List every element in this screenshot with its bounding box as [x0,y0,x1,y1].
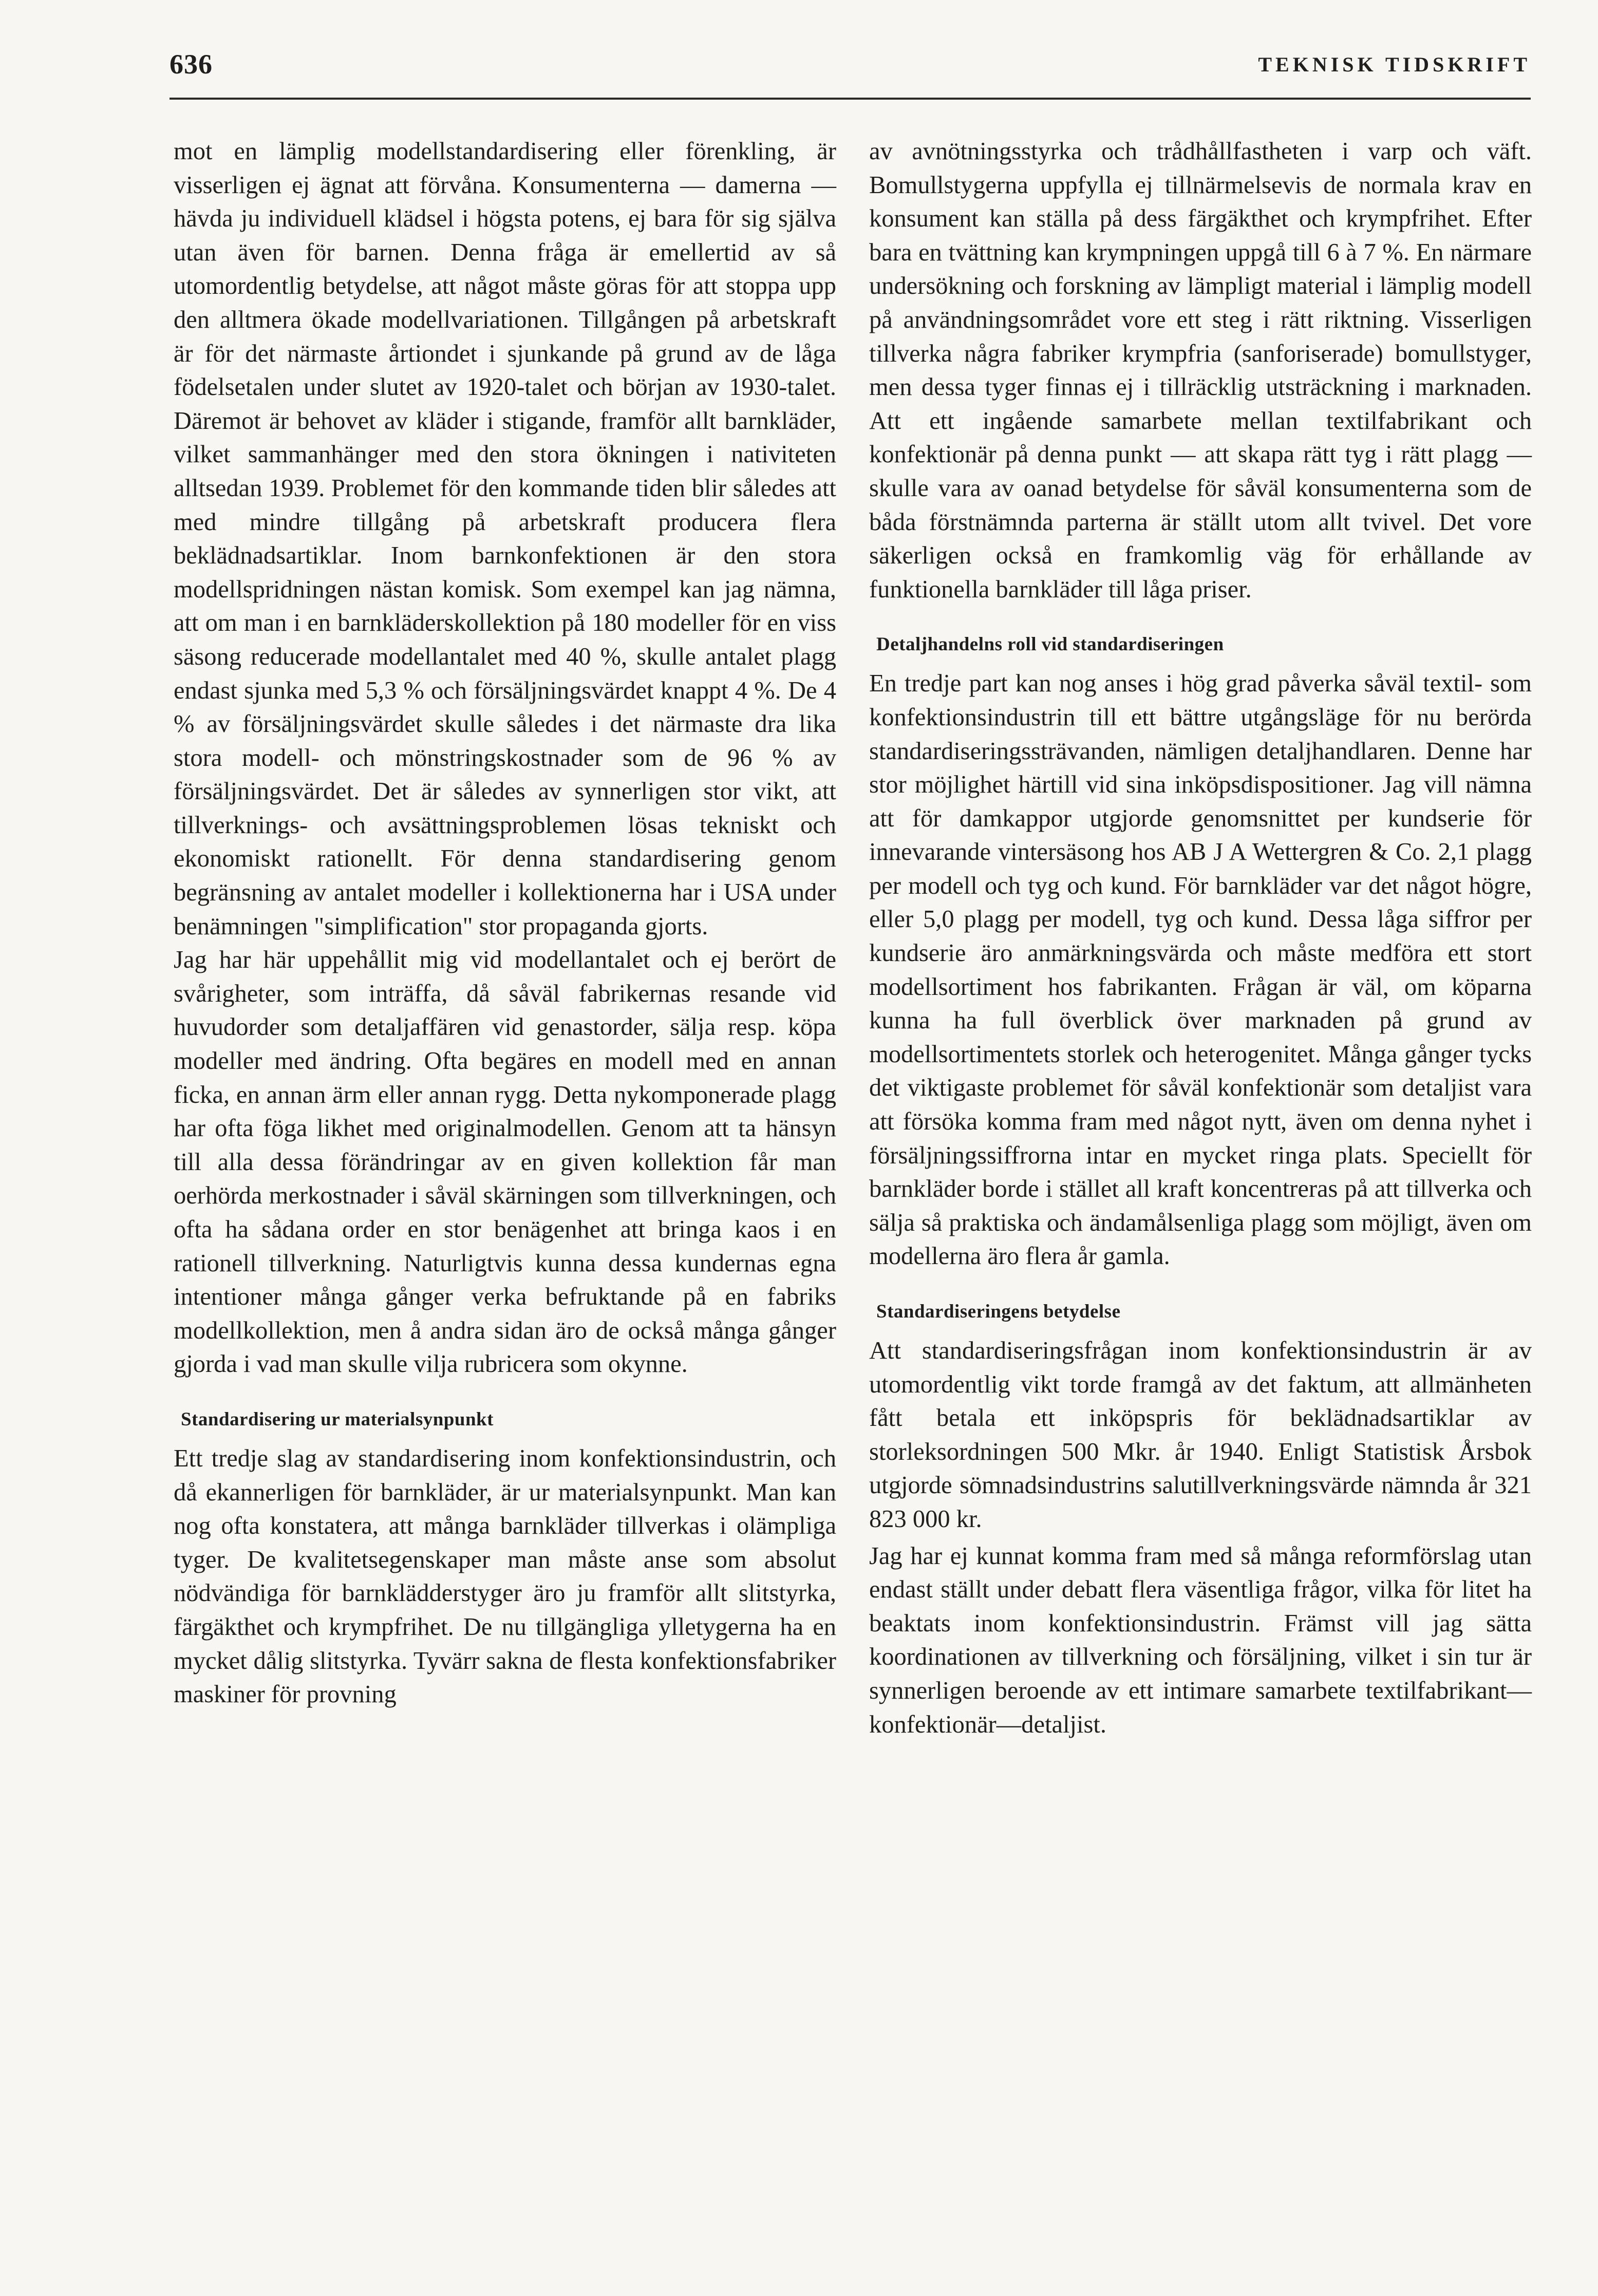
section-heading-material: Standardisering ur materialsynpunkt [181,1408,494,1430]
paragraph-significance: Att standardiseringsfrågan inom konfektionsindustrin är av utomordentlig vikt torde framgå av det faktum, att allmänheten fått betala ett inköpspris för beklädnadsartiklar av storleksordningen 500 Mkr. år 1940. Enligt Statistisk Årsbok utgjorde sömnadsindustrins salutillverkningsvärde nämnda år 321 823 000 kr. [869,1337,1532,1533]
section-heading-retail: Detaljhandelns roll vid standardiseringen [876,634,1224,655]
page-number: 636 [170,49,213,80]
right-column [869,135,1532,1741]
section-heading-significance: Standardiseringens betydelse [876,1301,1121,1322]
paragraph-model-standardization: mot en lämplig modellstandardisering eller förenkling, är visserligen ej ägnat att förvåna. Konsumenterna — damerna — hävda ju individuell klädsel i högsta potens, ej bara för sig själva utan även för barnen. Denna fråga är emellertid av så utomordentlig betydelse, att något måste göras för att stoppa upp den alltmera ökade modellvariationen. Tillgången på arbetskraft är för det närmaste årtiondet i sjunkande på grund av de låga födelsetalen under slutet av 1920-talet och början av 1930-talet. Däremot är behovet av kläder i stigande, framför allt barnkläder, vilket sammanhänger med den stora ökningen i nativiteten alltsedan 1939. Problemet för den kommande tiden blir således att med mindre tillgång på arbetskraft producera flera beklädnadsartiklar. Inom barnkonfektionen är den stora modellspridningen nästan komisk. Som exempel kan jag nämna, att om man i en barnkläderskollektion på 180 modeller för en viss säsong reducerade modellantalet med 40 %, skulle antalet plagg endast sjunka med 5,3 % och försäljningsvärdet knappt 4 %. De 4 % av försäljningsvärdet skulle således i det närmaste dra lika stora modell- och mönstringskostnader som de 96 % av försäljningsvärdet. Det är således av synnerligen stor vikt, att tillverknings- och avsättningsproblemen lösas tekniskt och ekonomiskt rationellt. För denna standardisering genom begränsning av antalet modeller i kollektionerna har i USA under benämningen "simplification" stor propaganda gjorts. [174,138,836,940]
paragraph-fabric-testing: av avnötningsstyrka och trådhållfastheten i varp och väft. Bomullstygerna uppfylla ej tillnärmelsevis de normala krav en konsument kan ställa på dess färgäkthet och krympfrihet. Efter bara en tvättning kan krympningen uppgå till 6 à 7 %. En närmare undersökning och forskning av lämpligt material i lämplig modell på användningsområdet vore ett steg i rätt riktning. Visserligen tillverka några fabriker krympfria (sanforiserade) bomullstyger, men dessa tyger finnas ej i tillräcklig utsträckning i marknaden. Att ett ingående samarbete mellan textilfabrikant och konfektionär på denna punkt — att skapa rätt tyg i rätt plagg — skulle vara av oanad betydelse för såväl konsumenterna som de båda förstnämnda parterna är ställt utom allt tvivel. Det vore säkerligen också en framkomlig väg för erhållande av funktionella barnkläder till låga priser. [869,138,1532,603]
left-column [174,135,836,1711]
paragraph-material-standardization: Ett tredje slag av standardisering inom konfektionsindustrin, och då ekannerligen för barnkläder, är ur materialsynpunkt. Man kan nog ofta konstatera, att många barnkläder tillverkas i olämpliga tyger. De kvalitetsegenskaper man måste anse som absolut nödvändiga för barnklädderstyger äro ju framför allt slitstyrka, färgäkthet och krympfrihet. De nu tillgängliga ylletygerna ha en mycket dålig slitstyrka. Tyvärr sakna de flesta konfektionsfabriker maskiner för provning [174,1444,836,1708]
paragraph-model-changes: Jag har här uppehållit mig vid modellantalet och ej berört de svårigheter, som inträffa, då såväl fabrikernas resande vid huvudorder som detaljaffären vid genastorder, sälja resp. köpa modeller med ändring. Ofta begäres en modell med en annan ficka, en annan ärm eller annan rygg. Detta nykomponerade plagg har ofta föga likhet med originalmodellen. Genom att ta hänsyn till alla dessa förändringar av en given kollektion får man oerhörda merkostnader i såväl skärningen som tillverkningen, och ofta ha sådana order en stor benägenhet att bringa kaos i en rationell tillverkning. Naturligtvis kunna dessa kundernas egna intentioner många gånger verka befruktande på en fabriks modellkollektion, men å andra sidan äro de också många gånger gjorda i vad man skulle vilja rubricera som okynne. [174,946,836,1378]
journal-title: TEKNISK TIDSKRIFT [1258,53,1531,76]
header-rule [170,98,1531,100]
paragraph-retail-role: En tredje part kan nog anses i hög grad påverka såväl textil- som konfektionsindustrin till ett bättre utgångsläge för nu berörda standardiseringssträvanden, nämligen detaljhandlaren. Denne har stor möjlighet härtill vid sina inköpsdispositioner. Jag vill nämna att för damkappor utgjorde genomsnittet per kundserie för innevarande vintersäsong hos AB J A Wettergren & Co. 2,1 plagg per modell och tyg och kund. För barnkläder var det något högre, eller 5,0 plagg per modell, tyg och kund. Dessa låga siffror per kundserie äro anmärkningsvärda och måste medföra ett stort modellsortiment hos fabrikanten. Frågan är väl, om köparna kunna ha full överblick över marknaden på grund av modellsortimentets storlek och heterogenitet. Många gånger tycks det viktigaste problemet för såväl konfektionär som detaljist vara att försöka komma fram med något nytt, även om denna nyhet i försäljningssiffrorna intar en mycket ringa plats. Speciellt för barnkläder borde i stället all kraft koncentreras på att tillverka och sälja så praktiska och ändamålsenliga plagg som möjligt, även om modellerna äro flera år gamla. [869,670,1532,1270]
page-header [170,45,1531,91]
paragraph-conclusion: Jag har ej kunnat komma fram med så många reformförslag utan endast ställt under debatt flera väsentliga frågor, vilka för litet ha beaktats inom konfektionsindustrin. Främst vill jag sätta koordinationen av tillverkning och försäljning, vilket i sin tur är synnerligen beroende av ett intimare samarbete textilfabrikant—konfektionär—detaljist. [869,1542,1532,1738]
